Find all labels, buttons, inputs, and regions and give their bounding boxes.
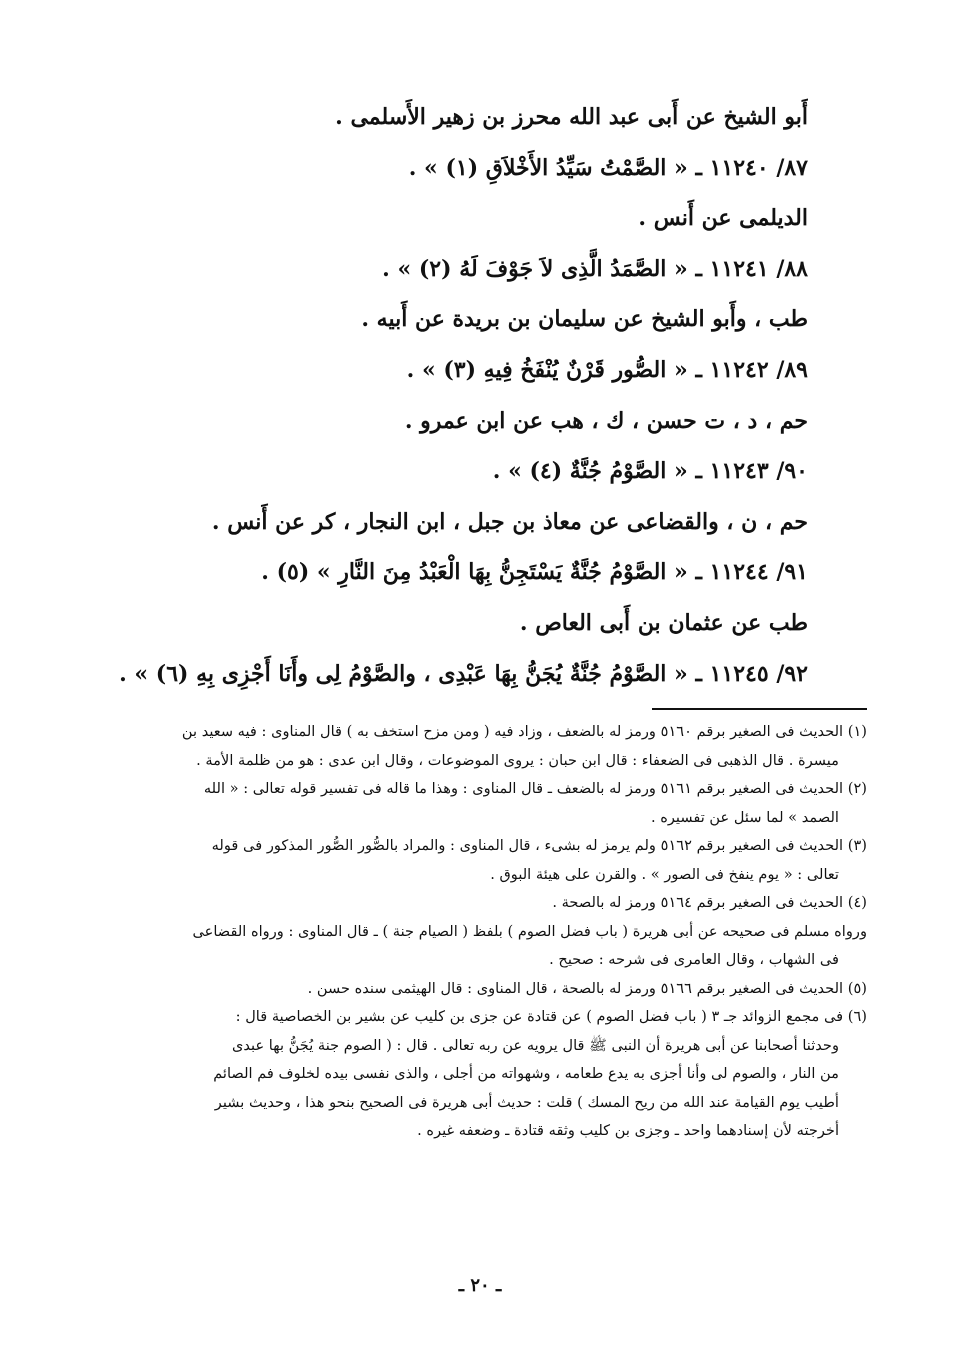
main-line: ٩١/ ١١٢٤٤ ـ « الصَّوْمُ جُنَّةٌ يَسْتَجِنُّ بِهَا الْعَبْدُ مِنَ النَّارِ » (٥) . xyxy=(261,559,808,586)
footnote-line: الصمد » لما سئل عن تفسيره . xyxy=(650,808,839,826)
main-line: ٩٠/ ١١٢٤٣ ـ « الصَّوْمُ جُنَّةٌ (٤) » . xyxy=(492,458,808,485)
footnote-line: وحدثنا أصحابنا عن أبى هريرة أن النبى ﷺ قال يرويه عن ربه تعالى . قال : ( الصوم جنة يُجَنُّ بها عبدى xyxy=(231,1036,839,1054)
main-line: حم ، د ، ت حسن ، ك ، هب عن ابن عمرو . xyxy=(404,407,808,434)
footnote-line: تعالى : « يوم ينفخ فى الصور » . والقرن على هيئة البوق . xyxy=(490,865,839,883)
page-number: ـ ٢٠ ـ xyxy=(458,1275,502,1296)
main-line: أَبو الشيخ عن أَبى عبد الله محرز بن زهير الأَسلمى . xyxy=(335,104,808,130)
main-line: ٨٨/ ١١٢٤١ ـ « الصَّمَدُ الَّذِى لاَ جَوْفَ لَهُ (٢) » . xyxy=(382,255,808,282)
footnote-line: (١) الحديث فى الصغير برقم ٥١٦٠ ورمز له بالضعف ، وزاد فيه ( ومن مزح استخف به ) قال المناوى : فيه سعيد بن xyxy=(181,723,867,740)
footnote-line: (٢) الحديث فى الصغير برقم ٥١٦١ ورمز له بالضعف ـ قال المناوى : وهذا ما قاله فى تفسير قوله تعالى : « الله xyxy=(203,780,867,797)
main-line: طب عن عثمان بن أَبى العاص . xyxy=(519,609,808,636)
main-line: ٨٩/ ١١٢٤٢ ـ « الصُّور قَرْنٌ يُنْفَخُ فِيهِ (٣) » . xyxy=(406,356,808,383)
main-line: حم ، ن ، والقضاعى عن معاذ بن جبل ، ابن النجار ، كر عن أَنس . xyxy=(211,508,808,535)
main-line: طب ، وأَبو الشيخ عن سليمان بن بريدة عن أَبيه . xyxy=(361,306,808,333)
footnote-line: (٤) الحديث فى الصغير برقم ٥١٦٤ ورمز له بالصحة . xyxy=(552,894,867,911)
footnote-line: ورواه مسلم فى صحيحه عن أبى هريرة ( باب فضل الصوم ) بلفظ ( الصيام جنة ) ـ قال المناوى : ورواه القضاعى xyxy=(192,922,867,940)
footnote-line: (٥) الحديث فى الصغير برقم ٥١٦٦ ورمز له بالصحة ، قال المناوى : قال الهيثمى سنده حسن . xyxy=(307,979,867,997)
main-line: ٨٧/ ١١٢٤٠ ـ « الصَّمْتُ سَيِّدُ الأَخْلاَقِ (١) » . xyxy=(408,154,808,181)
main-line: الديلمى عن أَنس . xyxy=(638,205,808,232)
footnote-line: (٣) الحديث فى الصغير برقم ٥١٦٢ ولم يرمز له بشىء ، قال المناوى : والمراد بالصُّور الصُّور المذكور فى قوله xyxy=(211,837,867,854)
footnotes xyxy=(97,718,867,1146)
footnote-line: من النار ، والصوم لى وأنا أجزى به يدع طعامه ، وشهواته من أجلى ، والذى نفسى بيده لخلوف فم الصائم xyxy=(213,1065,839,1082)
main-line: ٩٢/ ١١٢٤٥ ـ « الصَّوْمُ جُنَّةٌ يُجَنُّ بِهَا عَبْدِى ، والصَّوْمُ لِى وأَنَا أَجْزِى بِهِ (٦) » . xyxy=(119,660,808,687)
footnote-separator xyxy=(652,708,867,710)
footnote-line: أطيب يوم القيامة عند الله من ريح المسك ) قلت : حديث أبى هريرة فى الصحيح بنحو هذا ، وحديث بشير xyxy=(214,1093,839,1111)
footnote-line: أخرجته لأن إسنادهما واحد ـ وجزى بن كليب وثقه قتادة ـ وضعفه غيره . xyxy=(417,1122,839,1139)
footnote-line: ميسرة . قال الذهبى فى الضعفاء : قال ابن حبان : يروى الموضوعات ، وقال ابن عدى : هو من ظلمة الأمة . xyxy=(196,751,839,769)
footnote-line: فى الشهاب ، وقال العامرى فى شرحه : صحيح . xyxy=(549,951,839,968)
footnote-line: (٦) فى مجمع الزوائد جـ ٣ ( باب فضل الصوم ) عن قتادة عن جزى بن كليب عن بشير بن الخصاصية قال : xyxy=(235,1008,867,1025)
main-text xyxy=(108,92,808,699)
